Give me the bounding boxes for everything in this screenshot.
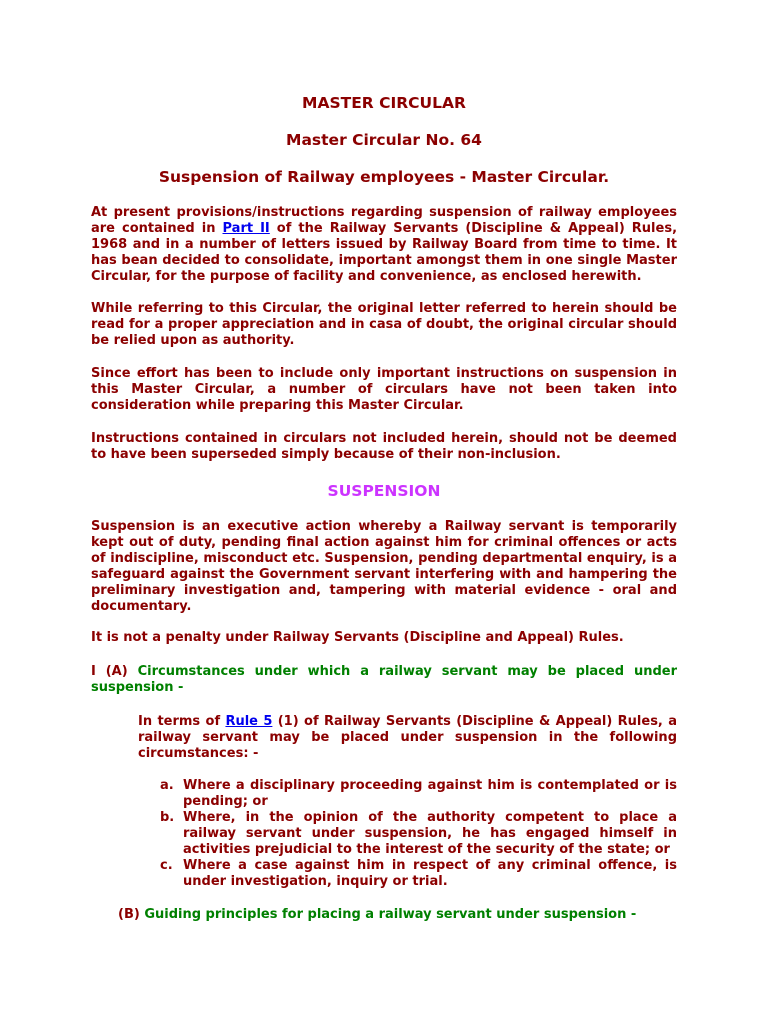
rule-5-paragraph bbox=[138, 714, 677, 762]
section-a-label: I (A) bbox=[91, 664, 138, 679]
circumstances-list bbox=[160, 778, 677, 890]
intro-p1-text-a: At present provisions/instructions regarding suspension of railway employees are contained in bbox=[91, 205, 677, 236]
list-item bbox=[160, 810, 677, 858]
list-marker: a. bbox=[160, 778, 174, 793]
intro-p1-text-b: of the Railway Servants (Discipline & Appeal) Rules, 1968 and in a number of letters issued by Railway Board from time to time. It has bean decided to consolidate, important amongst them in one single Master Circular, for the purpose of facility and convenience, as enclosed herewith. bbox=[91, 221, 678, 284]
rule-5-link[interactable]: Rule 5 bbox=[225, 714, 273, 729]
list-marker: b. bbox=[160, 810, 175, 825]
intro-paragraph-2: While referring to this Circular, the original letter referred to herein should be read for a proper appreciation and in casa of doubt, the original circular should be relied upon as authority. bbox=[91, 301, 677, 348]
section-b-title: Guiding principles for placing a railway servant under suspension - bbox=[144, 907, 637, 922]
section-a-heading bbox=[91, 664, 677, 696]
list-item bbox=[160, 778, 677, 810]
intro-paragraph-4: Instructions contained in circulars not included herein, should not be deemed to have been superseded simply because of their non-inclusion. bbox=[91, 431, 677, 462]
list-item-text: Where, in the opinion of the authority competent to place a railway servant under suspension, he has engaged himself in activities prejudicial to the interest of the security of the state; or bbox=[183, 810, 677, 857]
list-item-text: Where a disciplinary proceeding against him is contemplated or is pending; or bbox=[183, 778, 677, 809]
list-item-text: Where a case against him in respect of any criminal offence, is under investigation, inquiry or trial. bbox=[183, 858, 677, 889]
section-a-title: Circumstances under which a railway servant may be placed under suspension - bbox=[91, 664, 677, 695]
list-item bbox=[160, 858, 677, 890]
part-ii-link[interactable]: Part II bbox=[222, 221, 270, 236]
section-b-heading bbox=[118, 907, 678, 923]
not-a-penalty-note: It is not a penalty under Railway Servants (Discipline and Appeal) Rules. bbox=[91, 630, 624, 645]
document-title: MASTER CIRCULAR bbox=[302, 94, 466, 112]
rule-text-a: In terms of bbox=[138, 714, 226, 729]
suspension-definition: Suspension is an executive action whereby a Railway servant is temporarily kept out of duty, pending final action against him for criminal offences or acts of indiscipline, misconduct etc. Suspension, pending departmental enquiry, is a safeguard against the Government servant interfering with and hampering the preliminary investigation and, tampering with material evidence - oral and documentary. bbox=[91, 519, 677, 614]
list-marker: c. bbox=[160, 858, 173, 873]
intro-paragraph-1 bbox=[91, 205, 677, 285]
section-b-label: (B) bbox=[118, 907, 145, 922]
suspension-heading: SUSPENSION bbox=[327, 482, 441, 500]
circular-subject: Suspension of Railway employees - Master Circular. bbox=[158, 168, 610, 186]
intro-paragraph-3: Since effort has been to include only important instructions on suspension in this Master Circular, a number of circulars have not been taken into consideration while preparing this Master Circular. bbox=[91, 366, 677, 413]
rule-text-b: (1) of Railway Servants (Discipline & Appeal) Rules, a railway servant may be placed under suspension in the following circumstances: - bbox=[138, 714, 677, 761]
circular-number: Master Circular No. 64 bbox=[286, 131, 482, 149]
